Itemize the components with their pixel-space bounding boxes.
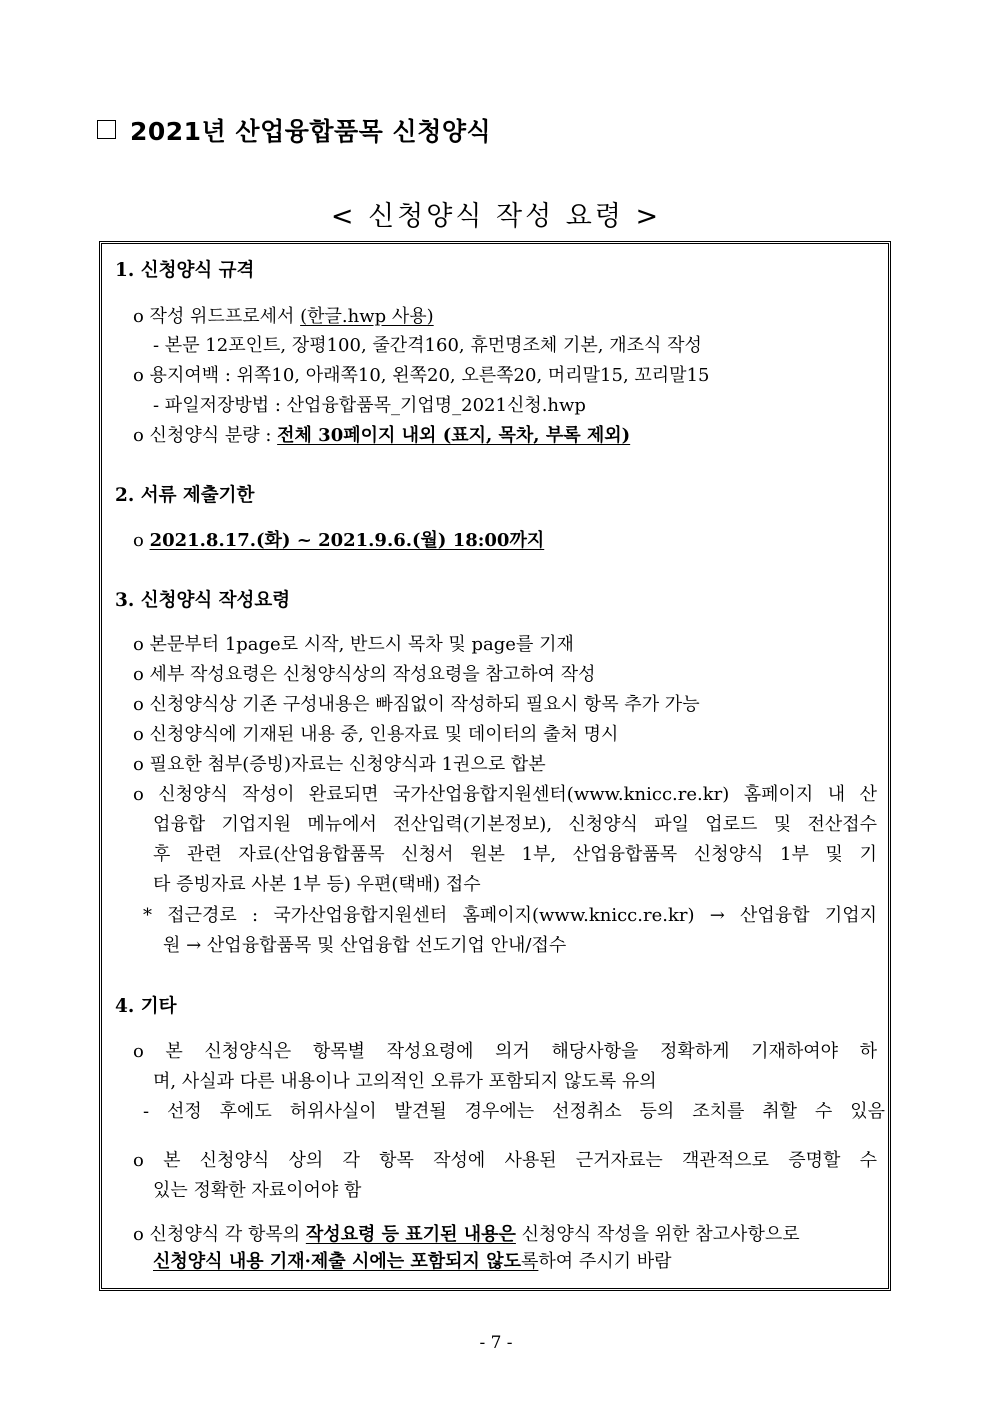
sec1-line-2: - 본문 12포인트, 장평100, 줄간격160, 휴먼명조체 기본, 개조식 작성	[153, 335, 702, 356]
sec1-line-1-underlined: (한글.hwp 사용)	[300, 306, 434, 327]
section-1-title: 1. 신청양식 규격	[115, 260, 255, 281]
sec3-line-6c: 후 관련 자료(산업융합품목 신청서 원본 1부, 산업융합품목 신청양식 1부 및 기	[153, 844, 877, 865]
document-title: < 신청양식 작성 요령 >	[330, 201, 662, 232]
sec4-line-1a: o 본 신청양식은 항목별 작성요령에 의거 해당사항을 정확하게 기재하여야 하	[133, 1041, 877, 1062]
sec4-line-4a-text: o 신청양식 각 항목의	[133, 1224, 306, 1245]
sec1-line-1-text: o 작성 위드프로세서	[133, 306, 301, 327]
heading-text: 2021년 산업융합품목 신청양식	[130, 117, 492, 146]
sec4-line-3a: o 본 신청양식 상의 각 항목 작성에 사용된 근거자료는 객관적으로 증명할 수	[133, 1150, 877, 1171]
page-number: - 7 -	[479, 1333, 513, 1353]
sec2-line-1-text: o	[133, 530, 150, 551]
sec3-line-2: o 세부 작성요령은 신청양식상의 작성요령을 참고하여 작성	[133, 664, 596, 685]
section-3-title: 3. 신청양식 작성요령	[115, 590, 291, 611]
sec1-line-4: - 파일저장방법 : 산업융합품목_기업명_2021신청.hwp	[153, 395, 586, 416]
sec4-line-4b	[153, 1250, 672, 1274]
sec1-line-5-text: o 신청양식 분량 :	[133, 425, 278, 446]
sec4-line-4b-underlined-end: 록	[520, 1251, 539, 1272]
sec4-line-4a	[133, 1223, 800, 1247]
sec2-line-1-underlined: 2021.8.17.(화) ~ 2021.9.6.(월) 18:00까지	[149, 530, 545, 551]
sec4-line-4b-text: 하여 주시기 바람	[538, 1251, 672, 1272]
sec3-line-5: o 필요한 첨부(증빙)자료는 신청양식과 1권으로 합본	[133, 754, 546, 775]
sec3-line-6d: 타 증빙자료 사본 1부 등) 우편(택배) 접수	[153, 874, 481, 895]
sec4-line-4a-text-end: 신청양식 작성을 위한 참고사항으로	[515, 1224, 800, 1245]
sec1-line-1	[133, 305, 434, 329]
sec3-line-4: o 신청양식에 기재된 내용 중, 인용자료 및 데이터의 출처 명시	[133, 724, 619, 745]
sec1-line-3: o 용지여백 : 위쪽10, 아래쪽10, 왼쪽20, 오른쪽20, 머리말15, 꼬리말15	[133, 365, 710, 386]
sec3-line-7a: * 접근경로 : 국가산업융합지원센터 홈페이지(www.knicc.re.kr) → 산업융합 기업지	[143, 905, 877, 926]
sec4-line-3b: 있는 정확한 자료이어야 함	[153, 1180, 362, 1201]
sec3-line-6b: 업융합 기업지원 메뉴에서 전산입력(기본정보), 신청양식 파일 업로드 및 전산접수	[153, 814, 877, 835]
sec4-line-2: - 선정 후에도 허위사실이 발견될 경우에는 선정취소 등의 조치를 취할 수 있음	[143, 1101, 885, 1122]
sec4-line-1b: 며, 사실과 다른 내용이나 고의적인 오류가 포함되지 않도록 유의	[153, 1071, 657, 1092]
page-heading	[97, 112, 491, 148]
section-4-title: 4. 기타	[115, 996, 177, 1017]
checkbox-square-icon	[97, 120, 116, 139]
sec4-line-4a-underlined: 작성요령 등 표기된 내용은	[305, 1224, 516, 1245]
sec3-line-1: o 본문부터 1page로 시작, 반드시 목차 및 page를 기재	[133, 634, 574, 655]
section-2-title: 2. 서류 제출기한	[115, 485, 255, 506]
sec3-line-7b: 원 → 산업융합품목 및 산업융합 선도기업 안내/접수	[163, 935, 567, 956]
sec1-line-5-underlined: 전체 30페이지 내외 (표지, 목차, 부록 제외)	[277, 425, 631, 446]
sec1-line-5	[133, 424, 630, 448]
sec3-line-3: o 신청양식상 기존 구성내용은 빠짐없이 작성하되 필요시 항목 추가 가능	[133, 694, 700, 715]
sec4-line-4b-underlined: 신청양식 내용 기재·제출 시에는 포함되지 않도	[153, 1251, 521, 1272]
sec2-line-1	[133, 529, 544, 553]
sec3-line-6a: o 신청양식 작성이 완료되면 국가산업융합지원센터(www.knicc.re.kr) 홈페이지 내 산	[133, 784, 877, 805]
